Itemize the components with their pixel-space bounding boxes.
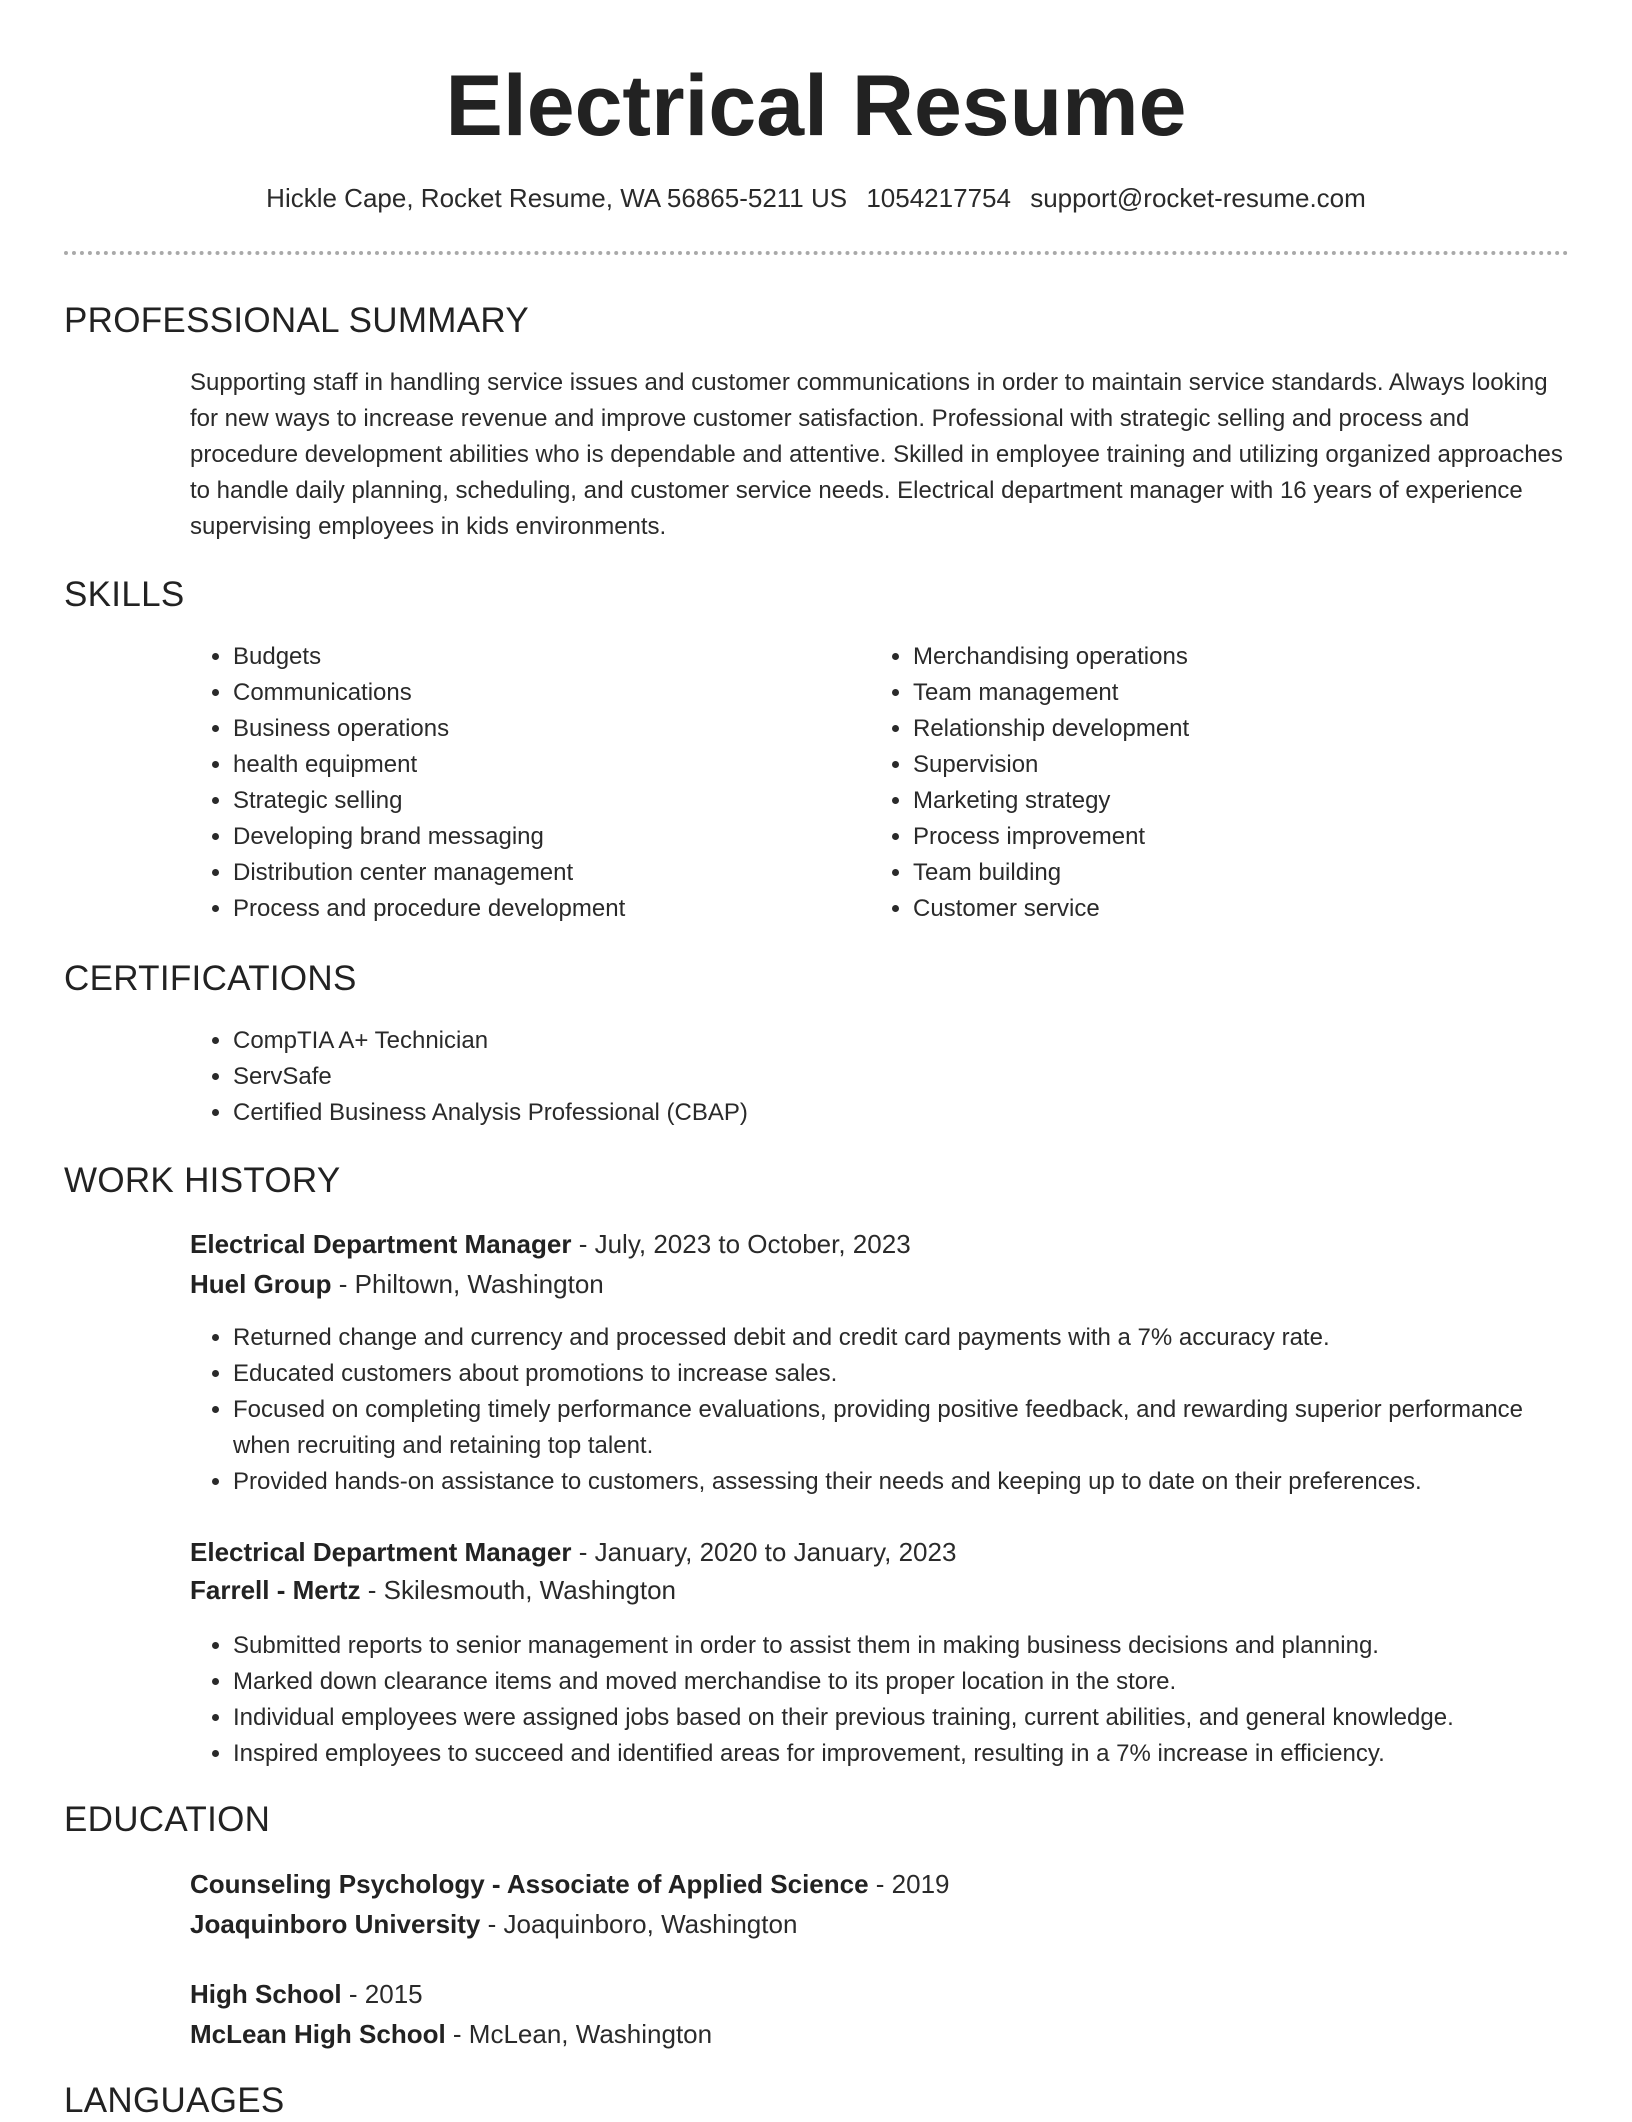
education-degree: High School — [190, 1979, 342, 2009]
education-location: - Joaquinboro, Washington — [487, 1909, 798, 1939]
education-school: Joaquinboro University — [190, 1909, 481, 1939]
section-title-work-history: WORK HISTORY — [64, 1161, 341, 1200]
contact-email: support@rocket-resume.com — [1030, 183, 1366, 213]
skill-item: • Supervision — [913, 747, 1513, 783]
section-title-education: EDUCATION — [64, 1800, 271, 1839]
education-school-line — [190, 2017, 712, 2051]
skill-item: • Customer service — [913, 891, 1513, 927]
education-year: - 2019 — [875, 1869, 950, 1899]
job-role: Electrical Department Manager — [190, 1229, 572, 1259]
job-bullet: • Marked down clearance items and moved merchandise to its proper location in the store. — [233, 1664, 1553, 1700]
job-company-line — [190, 1573, 676, 1607]
header-divider — [64, 251, 1569, 255]
job-company-line — [190, 1267, 604, 1301]
job-role: Electrical Department Manager — [190, 1537, 572, 1567]
summary-text: Supporting staff in handling service issues and customer communications in order to maintain service standards. Always looking for new ways to increase revenue and improve customer satisfaction. Professional with strategic selling and process and procedure development abilities who is dependable and attentive. Skilled in employee training and utilizing organized approaches to handle daily planning, scheduling, and customer service needs. Electrical department manager with 16 years of experience supervising employees in kids environments. — [190, 369, 1563, 540]
education-degree-line — [190, 1867, 950, 1901]
job-bullet: • Returned change and currency and processed debit and credit card payments with a 7% accuracy rate. — [233, 1320, 1553, 1356]
skills-list-left — [190, 639, 833, 927]
skill-item: • Process and procedure development — [233, 891, 833, 927]
job-bullet: • Inspired employees to succeed and identified areas for improvement, resulting in a 7% increase in efficiency. — [233, 1736, 1553, 1772]
section-title-certifications: CERTIFICATIONS — [64, 959, 357, 998]
job-bullet: • Educated customers about promotions to increase sales. — [233, 1356, 1553, 1392]
skills-list-right — [870, 639, 1513, 927]
education-degree-line — [190, 1977, 423, 2011]
job-bullet: • Individual employees were assigned jobs based on their previous training, current abilities, and general knowledge. — [233, 1700, 1553, 1736]
job-company: Huel Group — [190, 1269, 332, 1299]
skill-item: • Strategic selling — [233, 783, 833, 819]
contact-phone: 1054217754 — [866, 183, 1011, 213]
section-title-skills: SKILLS — [64, 575, 185, 614]
skill-item: • Budgets — [233, 639, 833, 675]
skill-item: • Communications — [233, 675, 833, 711]
contact-line — [0, 182, 1632, 214]
education-school-line — [190, 1907, 797, 1941]
job-title-line — [190, 1535, 956, 1569]
job-bullet: • Provided hands-on assistance to customers, assessing their needs and keeping up to date on their preferences. — [233, 1464, 1553, 1500]
education-degree: Counseling Psychology - Associate of Applied Science — [190, 1869, 869, 1899]
certification-item: • Certified Business Analysis Professional (CBAP) — [233, 1095, 1433, 1131]
skill-item: • health equipment — [233, 747, 833, 783]
contact-address: Hickle Cape, Rocket Resume, WA 56865-5211 US — [266, 183, 848, 213]
skill-item: • Process improvement — [913, 819, 1513, 855]
job-bullets — [190, 1320, 1553, 1500]
resume-name: Electrical Resume — [445, 58, 1187, 154]
education-year: - 2015 — [348, 1979, 423, 2009]
section-title-summary: PROFESSIONAL SUMMARY — [64, 301, 529, 340]
skill-item: • Relationship development — [913, 711, 1513, 747]
job-company: Farrell - Mertz — [190, 1575, 361, 1605]
job-dates: - January, 2020 to January, 2023 — [578, 1537, 957, 1567]
skill-item: • Merchandising operations — [913, 639, 1513, 675]
job-title-line — [190, 1227, 911, 1261]
skill-item: • Distribution center management — [233, 855, 833, 891]
skill-item: • Team building — [913, 855, 1513, 891]
skill-item: • Business operations — [233, 711, 833, 747]
certifications-list — [190, 1023, 1433, 1131]
education-school: McLean High School — [190, 2019, 446, 2049]
job-location: - Philtown, Washington — [338, 1269, 604, 1299]
job-bullet: • Submitted reports to senior management in order to assist them in making business decisions and planning. — [233, 1628, 1553, 1664]
job-bullets — [190, 1628, 1553, 1772]
skill-item: • Developing brand messaging — [233, 819, 833, 855]
job-bullet: • Focused on completing timely performance evaluations, providing positive feedback, and rewarding superior performance when recruiting and retaining top talent. — [233, 1392, 1553, 1464]
skill-item: • Marketing strategy — [913, 783, 1513, 819]
certification-item: • ServSafe — [233, 1059, 1433, 1095]
job-location: - Skilesmouth, Washington — [367, 1575, 677, 1605]
section-title-languages: LANGUAGES — [64, 2081, 285, 2120]
certification-item: • CompTIA A+ Technician — [233, 1023, 1433, 1059]
education-location: - McLean, Washington — [452, 2019, 713, 2049]
job-dates: - July, 2023 to October, 2023 — [578, 1229, 911, 1259]
skill-item: • Team management — [913, 675, 1513, 711]
